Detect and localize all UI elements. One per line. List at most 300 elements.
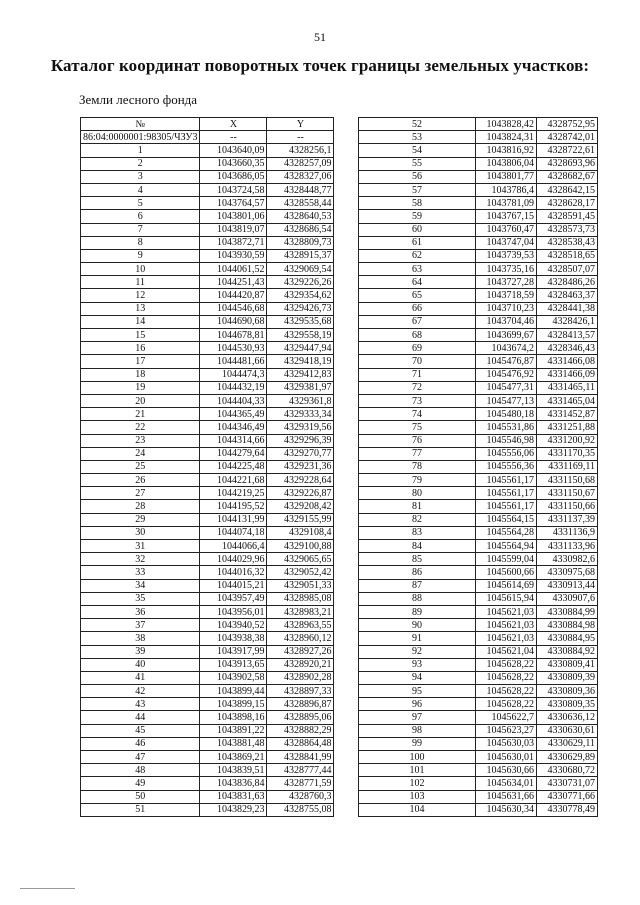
point-number: 47 [81, 751, 200, 764]
x-coordinate: 1044221,68 [200, 474, 267, 487]
x-coordinate: 1044066,4 [200, 540, 267, 553]
parcel-id: 86:04:0000001:98305/ЧЗУ3 [81, 131, 200, 144]
table-row [81, 408, 334, 421]
point-number: 81 [359, 500, 476, 513]
point-number: 87 [359, 579, 476, 592]
y-coordinate: 4329226,26 [267, 276, 334, 289]
x-coordinate: 1045615,94 [476, 592, 537, 605]
y-coordinate: 4328693,96 [537, 157, 598, 170]
point-number: 9 [81, 249, 200, 262]
y-coordinate: 4329052,42 [267, 566, 334, 579]
point-number: 59 [359, 210, 476, 223]
table-row [81, 170, 334, 183]
x-coordinate: 1043881,48 [200, 737, 267, 750]
y-coordinate: 4329228,64 [267, 474, 334, 487]
point-number: 78 [359, 460, 476, 473]
x-coordinate: 1045561,17 [476, 500, 537, 513]
table-row [359, 421, 598, 434]
x-coordinate: 1044219,25 [200, 487, 267, 500]
y-coordinate: 4329065,65 [267, 553, 334, 566]
x-coordinate: 1043801,06 [200, 210, 267, 223]
y-coordinate: 4330884,92 [537, 645, 598, 658]
point-number: 80 [359, 487, 476, 500]
table-row [81, 724, 334, 737]
table-row [81, 500, 334, 513]
point-number: 90 [359, 619, 476, 632]
point-number: 1 [81, 144, 200, 157]
y-coordinate: 4328327,06 [267, 170, 334, 183]
x-coordinate: 1045628,22 [476, 685, 537, 698]
point-number: 46 [81, 737, 200, 750]
x-coordinate: 1045480,18 [476, 408, 537, 421]
y-coordinate: 4328448,77 [267, 183, 334, 196]
point-number: 103 [359, 790, 476, 803]
y-coordinate: 4330884,95 [537, 632, 598, 645]
x-coordinate: 1043819,07 [200, 223, 267, 236]
table-row [359, 197, 598, 210]
point-number: 5 [81, 197, 200, 210]
y-coordinate: 4329333,34 [267, 408, 334, 421]
point-number: 31 [81, 540, 200, 553]
x-coordinate: 1043727,28 [476, 276, 537, 289]
table-row [359, 381, 598, 394]
y-coordinate: 4328682,67 [537, 170, 598, 183]
y-coordinate: 4330680,72 [537, 764, 598, 777]
x-coordinate: 1045622,7 [476, 711, 537, 724]
y-coordinate: 4330809,39 [537, 671, 598, 684]
x-coordinate: 1045634,01 [476, 777, 537, 790]
y-coordinate: 4330975,68 [537, 566, 598, 579]
table-row [359, 315, 598, 328]
y-coordinate: 4331465,04 [537, 394, 598, 407]
y-coordinate: 4331136,9 [537, 526, 598, 539]
x-coordinate: 1044074,18 [200, 526, 267, 539]
point-number: 102 [359, 777, 476, 790]
point-number: 12 [81, 289, 200, 302]
x-coordinate: 1043913,65 [200, 658, 267, 671]
table-row [81, 526, 334, 539]
y-coordinate: 4329354,62 [267, 289, 334, 302]
x-coordinate: 1044530,93 [200, 342, 267, 355]
point-number: 17 [81, 355, 200, 368]
table-row [359, 526, 598, 539]
point-number: 19 [81, 381, 200, 394]
x-coordinate: 1045477,31 [476, 381, 537, 394]
x-coordinate: 1044432,19 [200, 381, 267, 394]
y-coordinate: 4328591,45 [537, 210, 598, 223]
point-number: 70 [359, 355, 476, 368]
x-coordinate: 1045531,86 [476, 421, 537, 434]
y-coordinate: 4328927,26 [267, 645, 334, 658]
x-coordinate: 1045546,98 [476, 434, 537, 447]
x-coordinate: 1045599,04 [476, 553, 537, 566]
table-row [81, 487, 334, 500]
y-coordinate: 4330629,11 [537, 737, 598, 750]
table-row [359, 210, 598, 223]
y-coordinate: 4329226,87 [267, 487, 334, 500]
point-number: 86 [359, 566, 476, 579]
x-coordinate: 1043940,52 [200, 619, 267, 632]
y-coordinate: 4328920,21 [267, 658, 334, 671]
y-coordinate: 4328558,44 [267, 197, 334, 210]
y-coordinate: 4331169,11 [537, 460, 598, 473]
point-number: 67 [359, 315, 476, 328]
y-coordinate: 4329418,19 [267, 355, 334, 368]
y-coordinate: 4329381,97 [267, 381, 334, 394]
x-coordinate: 1045621,03 [476, 619, 537, 632]
point-number: 6 [81, 210, 200, 223]
x-coordinate: 1045628,22 [476, 698, 537, 711]
table-row [81, 711, 334, 724]
y-coordinate: 4328507,07 [537, 263, 598, 276]
table-row [81, 394, 334, 407]
table-row [359, 408, 598, 421]
x-coordinate: 1044346,49 [200, 421, 267, 434]
x-coordinate: 1045600,66 [476, 566, 537, 579]
y-coordinate: 4328896,87 [267, 698, 334, 711]
x-coordinate: 1043902,58 [200, 671, 267, 684]
point-number: 101 [359, 764, 476, 777]
point-number: 92 [359, 645, 476, 658]
y-coordinate: 4328983,21 [267, 605, 334, 618]
table-row [81, 777, 334, 790]
point-number: 68 [359, 329, 476, 342]
x-coordinate: 1043760,47 [476, 223, 537, 236]
x-coordinate: 1044690,68 [200, 315, 267, 328]
table-row [81, 513, 334, 526]
x-coordinate: 1043786,4 [476, 183, 537, 196]
y-coordinate: 4329319,56 [267, 421, 334, 434]
table-row [359, 566, 598, 579]
table-row [81, 302, 334, 315]
y-coordinate: 4328882,29 [267, 724, 334, 737]
y-coordinate: 4331150,67 [537, 487, 598, 500]
x-coordinate: 1045561,17 [476, 487, 537, 500]
point-number: 60 [359, 223, 476, 236]
table-row [359, 790, 598, 803]
table-row [81, 605, 334, 618]
coordinates-table-right [358, 117, 598, 817]
y-coordinate: 4329108,4 [267, 526, 334, 539]
table-row [359, 777, 598, 790]
x-coordinate: 1043735,16 [476, 263, 537, 276]
table-row [359, 579, 598, 592]
point-number: 20 [81, 394, 200, 407]
table-row [81, 355, 334, 368]
point-number: 100 [359, 751, 476, 764]
point-number: 84 [359, 540, 476, 553]
y-coordinate: 4328573,73 [537, 223, 598, 236]
x-coordinate: 1045564,28 [476, 526, 537, 539]
point-number: 51 [81, 803, 200, 816]
table-row [81, 315, 334, 328]
table-row [359, 645, 598, 658]
x-coordinate: 1044029,96 [200, 553, 267, 566]
y-coordinate: 4330982,6 [537, 553, 598, 566]
x-coordinate: 1043836,84 [200, 777, 267, 790]
table-row [359, 236, 598, 249]
x-coordinate: 1043718,59 [476, 289, 537, 302]
table-row [359, 118, 598, 131]
point-number: 24 [81, 447, 200, 460]
table-row [81, 197, 334, 210]
page-number: 51 [314, 30, 326, 44]
x-coordinate: 1045561,17 [476, 474, 537, 487]
point-number: 30 [81, 526, 200, 539]
y-coordinate: 4328628,17 [537, 197, 598, 210]
x-coordinate: 1043674,2 [476, 342, 537, 355]
table-row [81, 632, 334, 645]
y-coordinate: 4328722,61 [537, 144, 598, 157]
table-row [359, 513, 598, 526]
point-number: 43 [81, 698, 200, 711]
table-row [359, 671, 598, 684]
x-coordinate: 1044546,68 [200, 302, 267, 315]
y-coordinate: 4330809,36 [537, 685, 598, 698]
table-row [359, 619, 598, 632]
point-number: 33 [81, 566, 200, 579]
table-row [359, 724, 598, 737]
table-row [81, 263, 334, 276]
point-number: 71 [359, 368, 476, 381]
y-coordinate: 4331150,66 [537, 500, 598, 513]
point-number: 66 [359, 302, 476, 315]
table-row [81, 289, 334, 302]
table-row [81, 157, 334, 170]
y-coordinate: 4331133,96 [537, 540, 598, 553]
y-coordinate: 4330731,07 [537, 777, 598, 790]
x-coordinate: 1043747,04 [476, 236, 537, 249]
point-number: 89 [359, 605, 476, 618]
x-coordinate: 1043640,09 [200, 144, 267, 157]
point-number: 88 [359, 592, 476, 605]
y-coordinate: 4328256,1 [267, 144, 334, 157]
x-coordinate: 1044225,48 [200, 460, 267, 473]
table-row [359, 329, 598, 342]
y-coordinate: 4328777,44 [267, 764, 334, 777]
point-number: 42 [81, 685, 200, 698]
y-coordinate: 4328771,59 [267, 777, 334, 790]
x-coordinate: 1044474,3 [200, 368, 267, 381]
y-coordinate: 4330630,61 [537, 724, 598, 737]
x-coordinate: 1043917,99 [200, 645, 267, 658]
table-row [359, 487, 598, 500]
point-number: 83 [359, 526, 476, 539]
y-coordinate: 4328441,38 [537, 302, 598, 315]
table-row [81, 566, 334, 579]
x-coordinate: 1043891,22 [200, 724, 267, 737]
x-coordinate: 1045621,03 [476, 632, 537, 645]
table-row [359, 302, 598, 315]
point-number: 7 [81, 223, 200, 236]
x-coordinate: 1043801,77 [476, 170, 537, 183]
point-number: 27 [81, 487, 200, 500]
y-coordinate: 4328915,37 [267, 249, 334, 262]
x-coordinate: 1043899,15 [200, 698, 267, 711]
x-coordinate: 1044678,81 [200, 329, 267, 342]
table-row [81, 751, 334, 764]
column-header-number: № [81, 118, 200, 131]
point-number: 73 [359, 394, 476, 407]
table-row [81, 381, 334, 394]
x-coordinate: 1045614,69 [476, 579, 537, 592]
point-number: 2 [81, 157, 200, 170]
x-coordinate: 1043956,01 [200, 605, 267, 618]
point-number: 25 [81, 460, 200, 473]
y-coordinate: 4329155,99 [267, 513, 334, 526]
point-number: 36 [81, 605, 200, 618]
x-coordinate: 1045556,06 [476, 447, 537, 460]
point-number: 77 [359, 447, 476, 460]
x-coordinate: 1044061,52 [200, 263, 267, 276]
table-row [359, 474, 598, 487]
table-row [81, 619, 334, 632]
point-number: 104 [359, 803, 476, 816]
table-row [359, 144, 598, 157]
point-number: 55 [359, 157, 476, 170]
y-coordinate: 4328809,73 [267, 236, 334, 249]
x-coordinate: 1045477,13 [476, 394, 537, 407]
y-coordinate: 4330809,35 [537, 698, 598, 711]
y-coordinate: 4329051,33 [267, 579, 334, 592]
y-coordinate: 4328752,95 [537, 118, 598, 131]
parcel-row [81, 131, 334, 144]
point-number: 82 [359, 513, 476, 526]
x-coordinate: 1043828,42 [476, 118, 537, 131]
table-row [81, 803, 334, 816]
x-coordinate: 1043704,46 [476, 315, 537, 328]
y-coordinate: 4331251,88 [537, 421, 598, 434]
column-header-x: X [200, 118, 267, 131]
table-row [81, 223, 334, 236]
y-coordinate: 4328486,26 [537, 276, 598, 289]
point-number: 50 [81, 790, 200, 803]
x-coordinate: 1043957,49 [200, 592, 267, 605]
table-row [359, 223, 598, 236]
y-coordinate: 4329208,42 [267, 500, 334, 513]
table-row [359, 394, 598, 407]
point-number: 11 [81, 276, 200, 289]
x-coordinate: 1044404,33 [200, 394, 267, 407]
x-coordinate: 1045631,66 [476, 790, 537, 803]
table-row [359, 764, 598, 777]
table-row [81, 474, 334, 487]
x-coordinate: 1043898,16 [200, 711, 267, 724]
point-number: 57 [359, 183, 476, 196]
table-row [81, 645, 334, 658]
table-row [359, 658, 598, 671]
y-coordinate: 4329296,39 [267, 434, 334, 447]
y-coordinate: 4329447,94 [267, 342, 334, 355]
x-coordinate: 1043699,67 [476, 329, 537, 342]
point-number: 13 [81, 302, 200, 315]
point-number: 18 [81, 368, 200, 381]
x-coordinate: 1043739,53 [476, 249, 537, 262]
y-coordinate: 4328642,15 [537, 183, 598, 196]
point-number: 37 [81, 619, 200, 632]
x-coordinate: 1043938,38 [200, 632, 267, 645]
table-row [359, 263, 598, 276]
point-number: 74 [359, 408, 476, 421]
y-coordinate: 4331137,39 [537, 513, 598, 526]
x-coordinate: 1045621,04 [476, 645, 537, 658]
point-number: 39 [81, 645, 200, 658]
point-number: 94 [359, 671, 476, 684]
x-coordinate: 1045476,87 [476, 355, 537, 368]
section-subtitle: Земли лесного фонда [79, 92, 198, 107]
y-coordinate: 4328257,09 [267, 157, 334, 170]
table-row [81, 579, 334, 592]
point-number: 95 [359, 685, 476, 698]
table-row [81, 698, 334, 711]
x-coordinate: 1044279,64 [200, 447, 267, 460]
point-number: 22 [81, 421, 200, 434]
x-coordinate: 1043899,44 [200, 685, 267, 698]
table-row [81, 671, 334, 684]
point-number: 38 [81, 632, 200, 645]
table-row [81, 460, 334, 473]
x-coordinate: 1043767,15 [476, 210, 537, 223]
y-coordinate: 4329535,68 [267, 315, 334, 328]
point-number: 53 [359, 131, 476, 144]
y-coordinate: 4328686,54 [267, 223, 334, 236]
x-coordinate: 1044365,49 [200, 408, 267, 421]
point-number: 16 [81, 342, 200, 355]
table-row [359, 183, 598, 196]
table-row [81, 540, 334, 553]
y-coordinate: 4329412,83 [267, 368, 334, 381]
parcel-y: -- [267, 131, 334, 144]
table-row [359, 276, 598, 289]
footer-divider [20, 888, 75, 889]
point-number: 49 [81, 777, 200, 790]
table-row [359, 157, 598, 170]
y-coordinate: 4328346,43 [537, 342, 598, 355]
table-row [81, 764, 334, 777]
point-number: 41 [81, 671, 200, 684]
y-coordinate: 4331466,08 [537, 355, 598, 368]
y-coordinate: 4329558,19 [267, 329, 334, 342]
x-coordinate: 1044481,66 [200, 355, 267, 368]
x-coordinate: 1043724,58 [200, 183, 267, 196]
x-coordinate: 1045628,22 [476, 658, 537, 671]
x-coordinate: 1045564,15 [476, 513, 537, 526]
y-coordinate: 4328902,28 [267, 671, 334, 684]
x-coordinate: 1043816,92 [476, 144, 537, 157]
x-coordinate: 1045628,22 [476, 671, 537, 684]
x-coordinate: 1043831,63 [200, 790, 267, 803]
point-number: 91 [359, 632, 476, 645]
y-coordinate: 4330907,6 [537, 592, 598, 605]
point-number: 45 [81, 724, 200, 737]
table-row [81, 553, 334, 566]
x-coordinate: 1045564,94 [476, 540, 537, 553]
y-coordinate: 4328640,53 [267, 210, 334, 223]
point-number: 97 [359, 711, 476, 724]
x-coordinate: 1045630,03 [476, 737, 537, 750]
y-coordinate: 4328960,12 [267, 632, 334, 645]
y-coordinate: 4328864,48 [267, 737, 334, 750]
y-coordinate: 4331150,68 [537, 474, 598, 487]
x-coordinate: 1045623,27 [476, 724, 537, 737]
y-coordinate: 4330629,89 [537, 751, 598, 764]
y-coordinate: 4328742,01 [537, 131, 598, 144]
point-number: 54 [359, 144, 476, 157]
table-row [359, 434, 598, 447]
y-coordinate: 4328538,43 [537, 236, 598, 249]
point-number: 85 [359, 553, 476, 566]
point-number: 35 [81, 592, 200, 605]
